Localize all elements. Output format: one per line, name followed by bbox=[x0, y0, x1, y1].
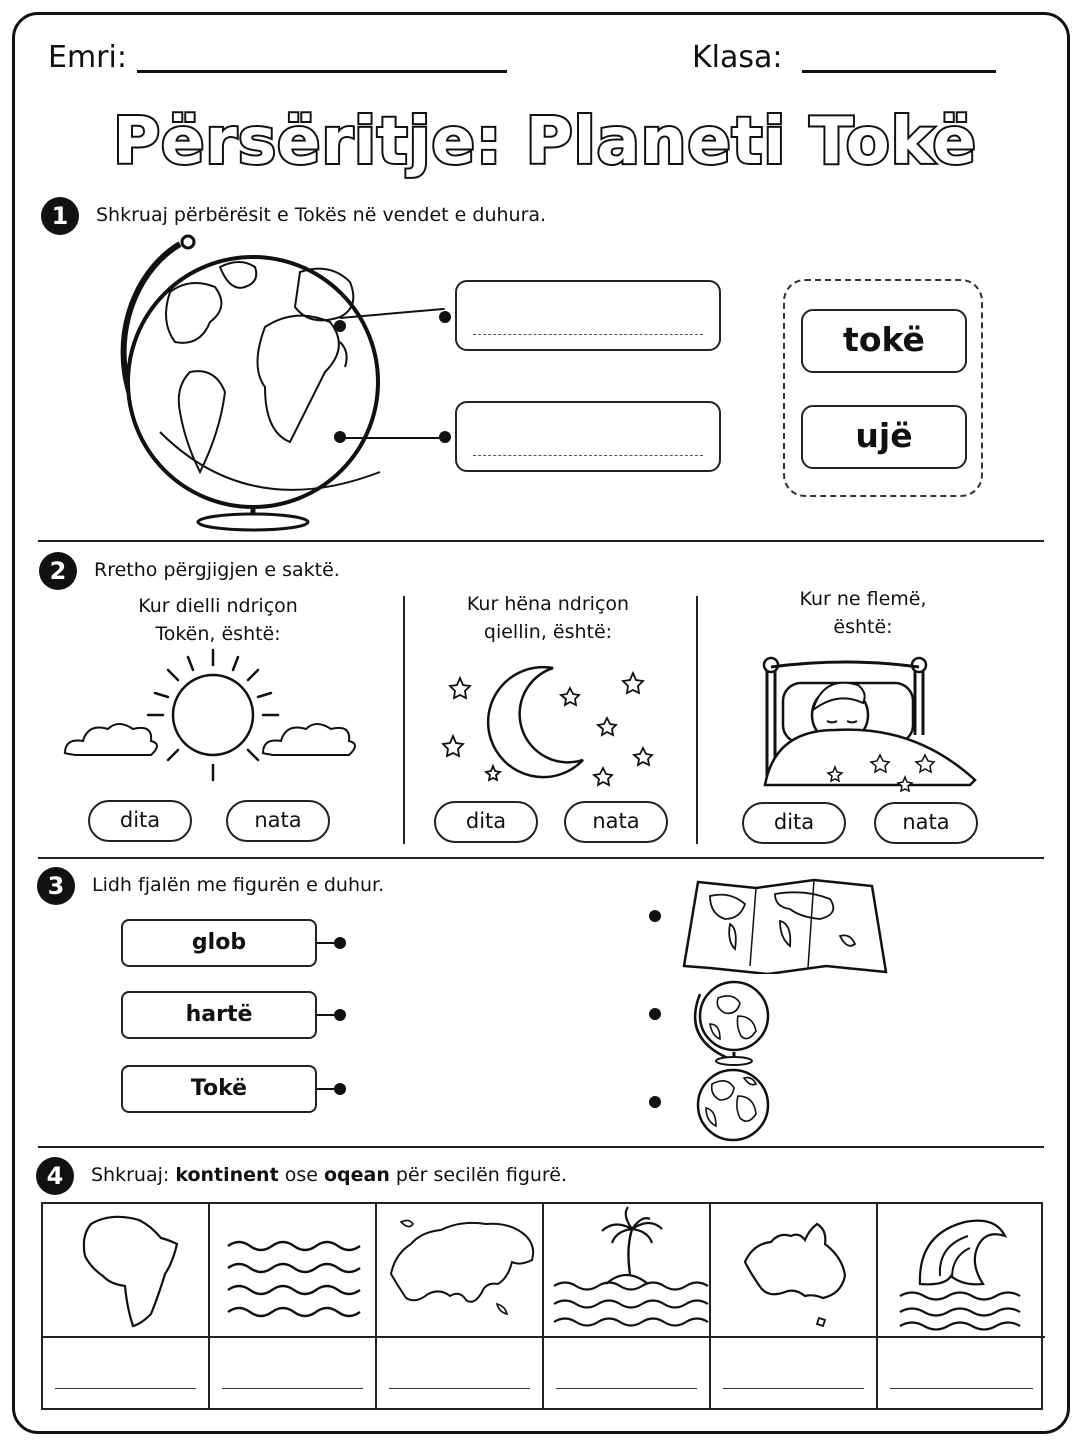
question-2c-text: Kur ne flemë, është: bbox=[799, 588, 927, 638]
section-divider bbox=[38, 540, 1044, 542]
question-3-number: 3 bbox=[37, 867, 75, 905]
name-field[interactable] bbox=[137, 70, 507, 73]
q2a-option-day[interactable]: dita bbox=[88, 800, 192, 842]
table-cell bbox=[711, 1204, 878, 1408]
table-cell bbox=[544, 1204, 711, 1408]
answer-2-dot[interactable] bbox=[439, 431, 451, 443]
match-word-earth[interactable]: Tokë bbox=[121, 1065, 317, 1113]
column-divider bbox=[696, 596, 698, 844]
sun-icon bbox=[60, 645, 360, 785]
island-icon bbox=[544, 1204, 709, 1336]
match-word-earth-dot[interactable] bbox=[334, 1083, 346, 1095]
ocean-waves-icon bbox=[210, 1204, 375, 1336]
answer-line-6[interactable] bbox=[890, 1388, 1033, 1389]
question-1-instruction: Shkruaj përbërësit e Tokës në vendet e duhura. bbox=[96, 204, 547, 226]
q2a-option-night[interactable]: nata bbox=[226, 800, 330, 842]
globe-land-dot[interactable] bbox=[334, 320, 346, 332]
desk-globe-icon bbox=[688, 976, 774, 1066]
globe-icon bbox=[100, 232, 460, 532]
answer-line-2[interactable] bbox=[222, 1388, 363, 1389]
q2c-option-night[interactable]: nata bbox=[874, 802, 978, 844]
question-4-number: 4 bbox=[36, 1157, 74, 1195]
question-2a-text: Kur dielli ndriçon Tokën, është: bbox=[138, 595, 298, 645]
sleeping-child-icon bbox=[755, 655, 980, 795]
word-bank bbox=[783, 279, 983, 497]
match-word-globe-dot[interactable] bbox=[334, 937, 346, 949]
question-2-instruction: Rretho përgjigjen e saktë. bbox=[94, 559, 340, 581]
match-word-map-dot[interactable] bbox=[334, 1009, 346, 1021]
question-2b-text: Kur hëna ndriçon qiellin, është: bbox=[466, 593, 630, 643]
section-divider bbox=[38, 857, 1044, 859]
eurasia-icon bbox=[377, 1204, 542, 1336]
answer-line-1[interactable] bbox=[55, 1388, 196, 1389]
match-picture-globe-dot[interactable] bbox=[649, 1008, 661, 1020]
connector-line bbox=[340, 437, 444, 439]
word-chip-land[interactable]: tokë bbox=[801, 309, 967, 373]
moon-stars-icon bbox=[435, 658, 665, 788]
answer-line-3[interactable] bbox=[389, 1388, 530, 1389]
big-wave-icon bbox=[878, 1204, 1043, 1336]
q2b-option-day[interactable]: dita bbox=[434, 801, 538, 843]
q2c-option-day[interactable]: dita bbox=[742, 802, 846, 844]
table-cell bbox=[43, 1204, 210, 1408]
class-label: Klasa: bbox=[692, 40, 783, 75]
match-picture-earth-dot[interactable] bbox=[649, 1096, 661, 1108]
answer-1-dot[interactable] bbox=[439, 311, 451, 323]
question-3-instruction: Lidh fjalën me figurën e duhur. bbox=[92, 874, 385, 896]
class-field[interactable] bbox=[802, 70, 996, 73]
svg-text:Përsëritje: Planeti Tokë: Përsëritje: Planeti Tokë bbox=[113, 105, 977, 179]
table-cell bbox=[210, 1204, 377, 1408]
table-cell bbox=[878, 1204, 1045, 1408]
table-cell bbox=[377, 1204, 544, 1408]
world-map-icon bbox=[680, 876, 890, 974]
word-chip-water[interactable]: ujë bbox=[801, 405, 967, 469]
question-4-instruction: Shkruaj: kontinent ose oqean për secilën figurë. bbox=[91, 1164, 568, 1186]
name-label: Emri: bbox=[48, 40, 127, 75]
continent-ocean-table bbox=[41, 1202, 1043, 1410]
answer-box-1[interactable] bbox=[455, 280, 721, 351]
africa-icon bbox=[43, 1204, 208, 1336]
earth-icon bbox=[694, 1068, 774, 1143]
match-picture-map-dot[interactable] bbox=[649, 910, 661, 922]
match-word-globe[interactable]: glob bbox=[121, 919, 317, 967]
column-divider bbox=[403, 596, 405, 844]
question-1-number: 1 bbox=[41, 197, 79, 235]
page-title bbox=[40, 88, 1050, 188]
match-word-map[interactable]: hartë bbox=[121, 991, 317, 1039]
answer-line-4[interactable] bbox=[556, 1388, 697, 1389]
section-divider bbox=[38, 1146, 1044, 1148]
answer-box-2[interactable] bbox=[455, 401, 721, 472]
answer-line-5[interactable] bbox=[723, 1388, 864, 1389]
q2b-option-night[interactable]: nata bbox=[564, 801, 668, 843]
question-2-number: 2 bbox=[39, 552, 77, 590]
australia-icon bbox=[711, 1204, 876, 1336]
